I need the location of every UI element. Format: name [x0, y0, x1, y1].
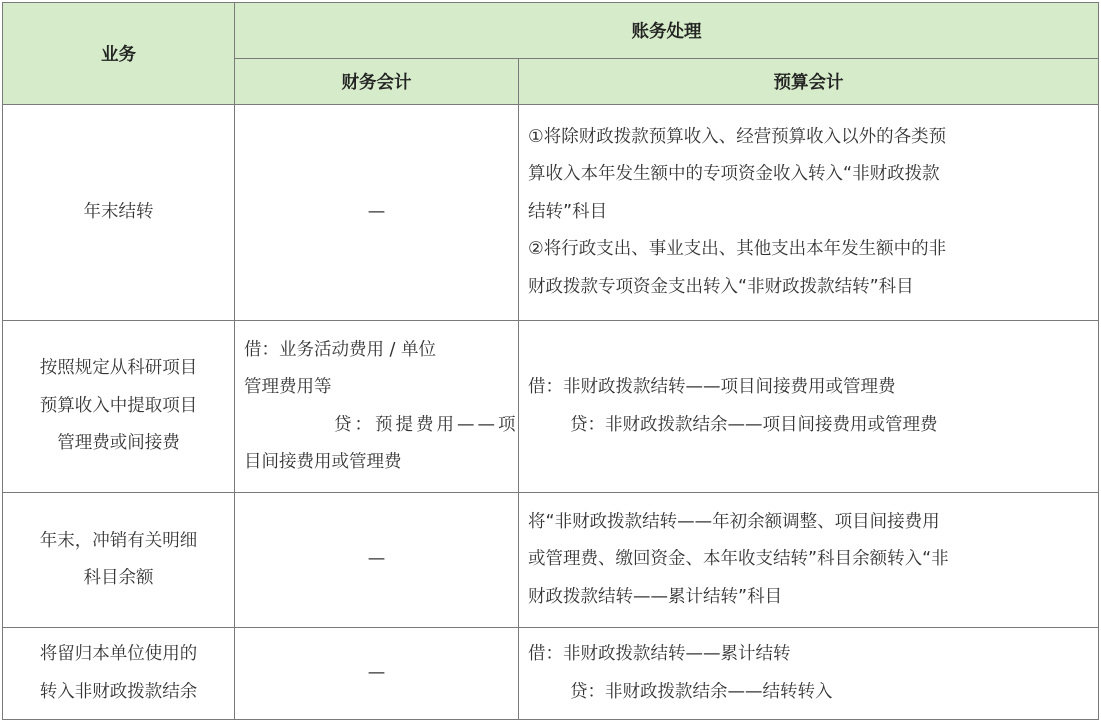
- table-row: [3, 628, 1099, 720]
- budget-line: 或管理费、缴回资金、本年收支结转”科目余额转入“非: [528, 549, 949, 570]
- financial-line: —: [367, 662, 386, 683]
- business-line: 按照规定从科研项目: [39, 358, 198, 379]
- financial-line: 管理费用等: [244, 377, 332, 397]
- budget-line: ①将除财政拨款预算收入、经营预算收入以外的各类预: [528, 126, 947, 147]
- accounting-table: [2, 2, 1099, 720]
- table-row: [3, 105, 1099, 321]
- business-cell: [3, 628, 235, 720]
- financial-cell: [235, 628, 519, 720]
- table-row: [3, 321, 1099, 493]
- financial-line: —: [367, 549, 386, 570]
- budget-cell: [519, 493, 1099, 628]
- header-business: 业务: [3, 3, 235, 105]
- budget-line: 算收入本年发生额中的专项资金收入转入“非财政拨款: [528, 164, 940, 185]
- budget-cell: [519, 628, 1099, 720]
- budget-line: 将“非财政拨款结转——年初余额调整、项目间接费用: [528, 511, 940, 532]
- budget-line: 财政拨款结转——累计结转”科目: [528, 586, 783, 607]
- financial-line: 贷：预提费用——项: [334, 414, 519, 435]
- business-line: 科目余额: [83, 568, 154, 588]
- budget-line: 贷：非财政拨款结余——项目间接费用或管理费: [570, 414, 938, 435]
- business-line: 预算收入中提取项目: [39, 395, 198, 416]
- financial-cell: [235, 105, 519, 321]
- header-row-1: [3, 3, 1099, 59]
- business-cell: [3, 105, 235, 321]
- budget-cell: [519, 105, 1099, 321]
- financial-cell: [235, 321, 519, 493]
- financial-line: 目间接费用或管理费: [244, 452, 402, 472]
- header-financial-accounting: 财务会计: [235, 59, 519, 105]
- business-cell: [3, 321, 235, 493]
- budget-line: 结转”科目: [528, 201, 608, 222]
- financial-cell: [235, 493, 519, 628]
- header-accounting-processing: 账务处理: [235, 3, 1099, 59]
- budget-line: 财政拨款专项资金支出转入“非财政拨款结转”科目: [528, 276, 914, 297]
- budget-line: 贷：非财政拨款结余——结转转入: [570, 681, 833, 702]
- business-line: 管理费或间接费: [57, 433, 180, 454]
- business-line: 转入非财政拨款结余: [39, 681, 198, 702]
- header-budget-accounting: 预算会计: [519, 59, 1099, 105]
- financial-line: 借：业务活动费用 / 单位: [244, 339, 437, 360]
- budget-line: ②将行政支出、事业支出、其他支出本年发生额中的非: [528, 239, 947, 260]
- table-row: [3, 493, 1099, 628]
- business-line: 年末结转: [83, 201, 154, 222]
- business-line: 将留归本单位使用的: [39, 644, 198, 664]
- budget-line: 借：非财政拨款结转——项目间接费用或管理费: [528, 377, 896, 397]
- budget-cell: [519, 321, 1099, 493]
- business-line: 年末，冲销有关明细: [39, 530, 198, 551]
- business-cell: [3, 493, 235, 628]
- financial-line: —: [367, 201, 386, 222]
- document-page: [2, 2, 1099, 720]
- budget-line: 借：非财政拨款结转——累计结转: [528, 644, 791, 664]
